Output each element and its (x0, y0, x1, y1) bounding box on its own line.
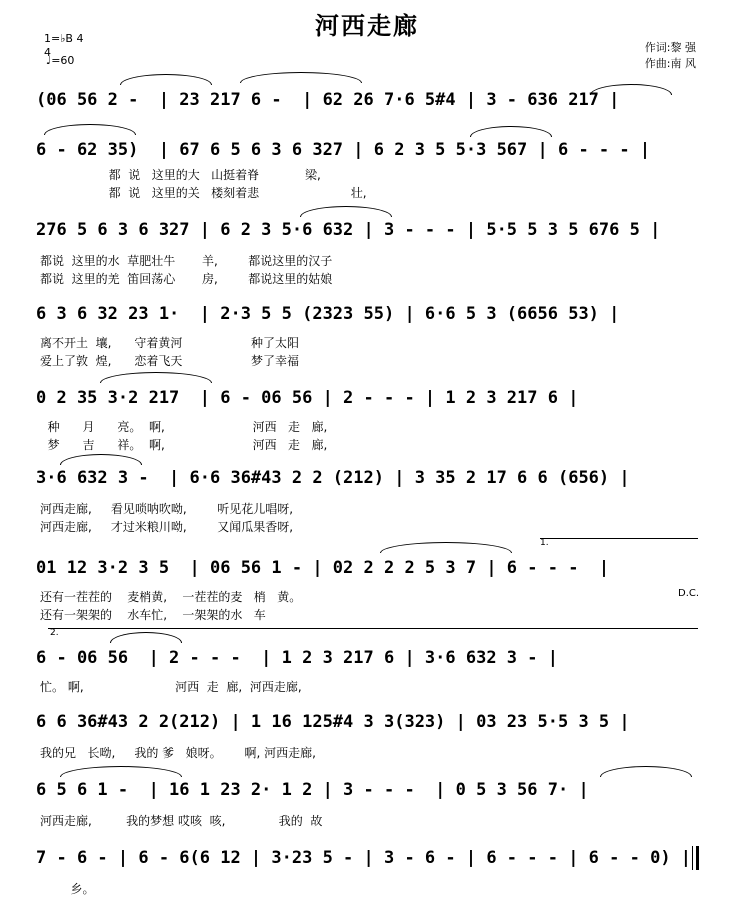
notes: 6 6 36#43 2 2(212) | 1 16 125#4 3 3(323) | 03 23 5·5 3 5 | (36, 712, 630, 732)
lyric-line: 河西走廊, 我的梦想 哎咳 咳, 我的 故 (40, 814, 323, 828)
key-line: 1=♭B 4 (44, 32, 84, 45)
notes: 01 12 3·2 3 5 | 06 56 1 - | 02 2 2 2 5 3 7 | 6 - - - | (36, 558, 610, 578)
notes: 6 - 06 56 | 2 - - - | 1 2 3 217 6 | 3·6 632 3 - | (36, 648, 558, 668)
score-line-6 (36, 466, 704, 490)
volta-1-line (540, 538, 698, 539)
notes: (06 56 2 - | 23 217 6 - | 62 26 7·6 5#4 | 3 - 636 217 | (36, 90, 620, 110)
volta-2-line (48, 628, 698, 629)
slur (300, 206, 392, 217)
lyric-line: 还有一茬茬的 麦梢黄, 一茬茬的麦 梢 黄。 (40, 590, 302, 604)
notes: 6 5 6 1 - | 16 1 23 2· 1 2 | 3 - - - | 0 5 3 56 7· | (36, 780, 589, 800)
slur (100, 372, 212, 383)
notes: 276 5 6 3 6 327 | 6 2 3 5·6 632 | 3 - - - | 5·5 5 3 5 676 5 | (36, 220, 661, 240)
composer-credit: 作曲:南 风 (644, 57, 696, 70)
da-capo: D.C. (678, 588, 700, 599)
volta-2: 2. (50, 628, 59, 638)
slur (240, 72, 362, 83)
lyric-line: 河西走廊, 才过米粮川呦, 又闻瓜果香呀, (40, 520, 294, 534)
lyric-line: 乡。 (40, 882, 95, 896)
notes: 6 3 6 32 23 1· | 2·3 5 5 (2323 55) | 6·6 5 3 (6656 53) | (36, 304, 620, 324)
lyricist-credit: 作词:黎 强 (644, 41, 696, 54)
notes: 6 - 62 35) | 67 6 5 6 3 6 327 | 6 2 3 5 5·3 567 | 6 - - - | (36, 140, 651, 160)
slur (60, 766, 182, 777)
lyric-line: 忙。 啊, 河西 走 廊, 河西走廊, (40, 680, 302, 694)
final-barline (696, 846, 699, 870)
slur (600, 766, 692, 777)
score-line-10 (36, 778, 704, 802)
score-line-8 (36, 646, 704, 670)
score-line-2 (36, 138, 704, 162)
score-line-4 (36, 302, 704, 326)
score-line-5 (36, 386, 704, 410)
slur (590, 84, 672, 95)
slur (44, 124, 136, 135)
credits (645, 40, 696, 72)
notes: 7 - 6 - | 6 - 6(6 12 | 3·23 5 - | 3 - 6 - | 6 - - - | 6 - - 0) | (36, 848, 692, 868)
volta-1: 1. (540, 538, 549, 548)
meter-line: 4 (44, 46, 51, 59)
slur (470, 126, 552, 137)
lyric-line: 都 说 这里的关 楼刻着悲 壮, (40, 186, 367, 200)
lyric-line: 还有一架架的 水车忙, 一架架的水 车 (40, 608, 266, 622)
lyric-line: 都说 这里的羌 笛回荡心 房, 都说这里的姑娘 (40, 272, 333, 286)
song-title: 河西走廊 (315, 11, 419, 40)
slur (60, 454, 142, 465)
lyric-line: 都说 这里的水 草肥壮牛 羊, 都说这里的汉子 (40, 254, 333, 268)
barline (692, 846, 693, 870)
tempo-marking: ♩=60 (46, 54, 75, 67)
score-line-3 (36, 218, 704, 242)
lyric-line: 离不开土 壤, 守着黄河 种了太阳 (40, 336, 299, 350)
lyric-line: 爱上了敦 煌, 恋着飞天 梦了幸福 (40, 354, 299, 368)
slur (120, 74, 212, 85)
slur (380, 542, 512, 553)
lyric-line: 河西走廊, 看见唢呐吹呦, 听见花儿唱呀, (40, 502, 294, 516)
notes: 0 2 35 3·2 217 | 6 - 06 56 | 2 - - - | 1 2 3 217 6 | (36, 388, 579, 408)
lyric-line: 种 月 亮。 啊, 河西 走 廊, (40, 420, 328, 434)
slur (110, 632, 182, 643)
notes: 3·6 632 3 - | 6·6 36#43 2 2 (212) | 3 35 2 17 6 6 (656) | (36, 468, 630, 488)
score-line-7 (36, 556, 704, 580)
lyric-line: 梦 吉 祥。 啊, 河西 走 廊, (40, 438, 328, 452)
lyric-line: 我的兄 长呦, 我的 爹 娘呀。 啊, 河西走廊, (40, 746, 316, 760)
score-line-9 (36, 710, 704, 734)
lyric-line: 都 说 这里的大 山挺着脊 梁, (40, 168, 321, 182)
score-line-11 (36, 846, 704, 870)
